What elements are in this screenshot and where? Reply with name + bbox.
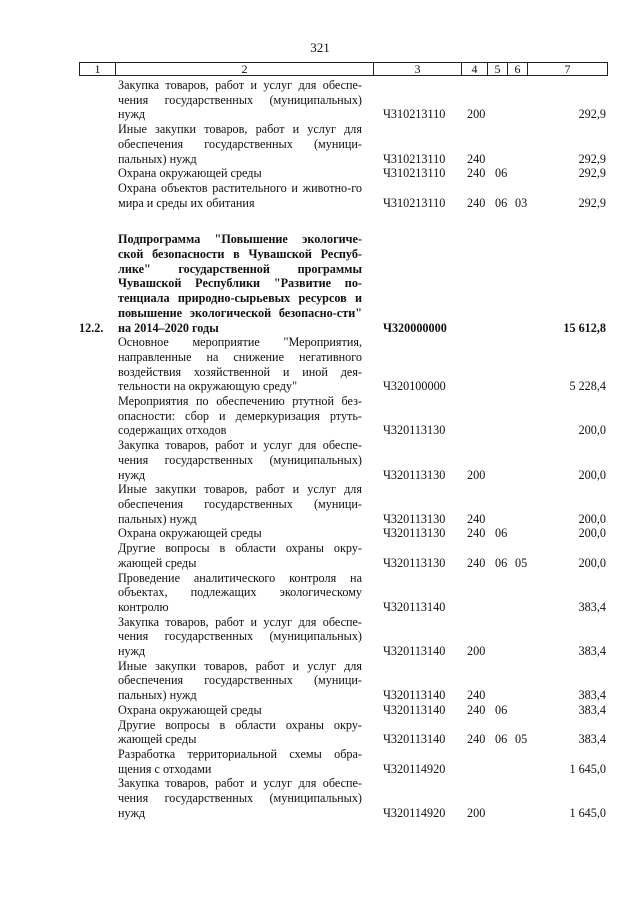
row-name: Охрана объектов растительного и животно-го мира и среды их обитания xyxy=(118,180,362,210)
row-code: Ч320113130 xyxy=(383,467,446,482)
row-subsection: 03 xyxy=(515,195,528,210)
row-name: Иные закупки товаров, работ и услуг для обеспечения государственных (муници-пальных) нужд xyxy=(118,658,362,703)
row-expense-type: 240 xyxy=(467,151,486,166)
row-name: Другие вопросы в области охраны окру-жающей среды xyxy=(118,717,362,747)
table-row xyxy=(0,615,640,659)
row-code: Ч310213110 xyxy=(383,151,446,166)
row-section: 06 xyxy=(495,555,508,570)
row-amount: 292,9 xyxy=(578,166,606,181)
row-subsection: 05 xyxy=(515,555,528,570)
row-section: 06 xyxy=(495,732,508,747)
table-row xyxy=(0,718,640,747)
row-number: 12.2. xyxy=(79,320,104,335)
row-code: Ч320113140 xyxy=(383,644,446,659)
row-code: Ч310213110 xyxy=(383,107,446,122)
row-amount: 292,9 xyxy=(578,151,606,166)
row-amount: 383,4 xyxy=(578,688,606,703)
row-amount: 200,0 xyxy=(578,467,606,482)
row-name: Охрана окружающей среды xyxy=(118,702,262,717)
row-name: Основное мероприятие "Мероприятия, направленные на снижение негативного воздействия хозяйственной и иной дея-тельности на окружающую среду" xyxy=(118,335,362,394)
row-amount: 383,4 xyxy=(578,702,606,717)
table-row xyxy=(0,482,640,526)
table-row xyxy=(0,659,640,703)
row-code: Ч320000000 xyxy=(383,320,447,335)
row-name: Иные закупки товаров, работ и услуг для обеспечения государственных (муници-пальных) нужд xyxy=(118,482,362,526)
row-expense-type: 200 xyxy=(467,805,486,820)
budget-table-body xyxy=(0,78,640,820)
row-name: Проведение аналитического контроля на объектах, подлежащих экологическому контролю xyxy=(118,570,362,614)
row-amount: 383,4 xyxy=(578,599,606,614)
row-name: Другие вопросы в области охраны окру-жающей среды xyxy=(118,541,362,570)
row-code: Ч320113130 xyxy=(383,511,446,526)
row-name: Закупка товаров, работ и услуг для обеспе-чения государственных (муниципальных) нужд xyxy=(118,776,362,820)
row-expense-type: 240 xyxy=(467,702,486,717)
row-section: 06 xyxy=(495,195,508,210)
table-row xyxy=(0,438,640,482)
row-code: Ч320113130 xyxy=(383,423,446,438)
row-code: Ч320114920 xyxy=(383,761,446,776)
row-code: Ч320113130 xyxy=(383,555,446,570)
header-col-2: 2 xyxy=(116,63,374,76)
row-expense-type: 240 xyxy=(467,195,486,210)
row-name: Охрана окружающей среды xyxy=(118,526,262,541)
table-row xyxy=(0,571,640,615)
row-expense-type: 240 xyxy=(467,166,486,181)
table-row xyxy=(0,181,640,210)
table-row xyxy=(0,394,640,438)
table-row xyxy=(0,166,640,181)
table-row xyxy=(0,776,640,820)
row-name: Закупка товаров, работ и услуг для обеспе-чения государственных (муниципальных) нужд xyxy=(118,438,362,482)
table-row xyxy=(0,703,640,718)
row-amount: 5 228,4 xyxy=(569,379,606,394)
header-col-5: 5 xyxy=(488,63,508,76)
row-code: Ч320114920 xyxy=(383,805,446,820)
row-expense-type: 240 xyxy=(467,555,486,570)
row-name: Закупка товаров, работ и услуг для обеспе-чения государственных (муниципальных) нужд xyxy=(118,78,362,122)
row-name: Подпрограмма "Повышение экологиче-ской безопасности в Чувашской Респуб-лике" государственной программы Чувашской Республики "Развитие по-тенциала природно-сырьевых ресурсов и повышение экологической безопасно-сти" на 2014–2020 годы xyxy=(118,232,362,335)
row-expense-type: 200 xyxy=(467,467,486,482)
header-col-1: 1 xyxy=(80,63,116,76)
row-section: 06 xyxy=(495,166,508,181)
header-col-4: 4 xyxy=(462,63,488,76)
table-row xyxy=(0,541,640,570)
row-amount: 1 645,0 xyxy=(569,805,606,820)
row-code: Ч320113140 xyxy=(383,688,446,703)
table-row xyxy=(0,122,640,166)
row-amount: 200,0 xyxy=(578,555,606,570)
row-amount: 383,4 xyxy=(578,644,606,659)
row-code: Ч320113140 xyxy=(383,702,446,717)
row-expense-type: 240 xyxy=(467,526,486,541)
row-expense-type: 240 xyxy=(467,732,486,747)
row-subsection: 05 xyxy=(515,732,528,747)
row-spacer xyxy=(0,210,640,232)
table-row xyxy=(0,335,640,394)
table-row xyxy=(0,526,640,541)
row-amount: 200,0 xyxy=(578,526,606,541)
page-number: 321 xyxy=(310,40,330,55)
row-code: Ч310213110 xyxy=(383,166,446,181)
row-amount: 200,0 xyxy=(578,423,606,438)
row-amount: 15 612,8 xyxy=(563,320,606,335)
row-code: Ч310213110 xyxy=(383,195,446,210)
header-col-7: 7 xyxy=(528,63,608,76)
table-row xyxy=(0,747,640,776)
row-name: Закупка товаров, работ и услуг для обеспе-чения государственных (муниципальных) нужд xyxy=(118,614,362,659)
row-name: Иные закупки товаров, работ и услуг для обеспечения государственных (муници-пальных) нужд xyxy=(118,122,362,166)
column-header xyxy=(79,62,608,76)
header-col-3: 3 xyxy=(374,63,462,76)
row-amount: 383,4 xyxy=(578,732,606,747)
row-name: Охрана окружающей среды xyxy=(118,166,262,181)
row-amount: 292,9 xyxy=(578,107,606,122)
row-name: Разработка территориальной схемы обра-щения с отходами xyxy=(118,746,362,776)
row-code: Ч320113140 xyxy=(383,599,446,614)
row-section: 06 xyxy=(495,702,508,717)
row-code: Ч320113140 xyxy=(383,732,446,747)
row-amount: 1 645,0 xyxy=(569,761,606,776)
row-expense-type: 200 xyxy=(467,107,486,122)
header-col-6: 6 xyxy=(508,63,528,76)
row-amount: 292,9 xyxy=(578,195,606,210)
row-section: 06 xyxy=(495,526,508,541)
row-amount: 200,0 xyxy=(578,511,606,526)
table-row xyxy=(0,78,640,122)
row-expense-type: 240 xyxy=(467,511,486,526)
row-expense-type: 240 xyxy=(467,688,486,703)
row-name: Мероприятия по обеспечению ртутной без-опасности: сбор и демеркуризация ртуть-содержащих отходов xyxy=(118,394,362,438)
row-code: Ч320100000 xyxy=(383,379,446,394)
table-row xyxy=(0,232,640,335)
row-expense-type: 200 xyxy=(467,644,486,659)
row-code: Ч320113130 xyxy=(383,526,446,541)
